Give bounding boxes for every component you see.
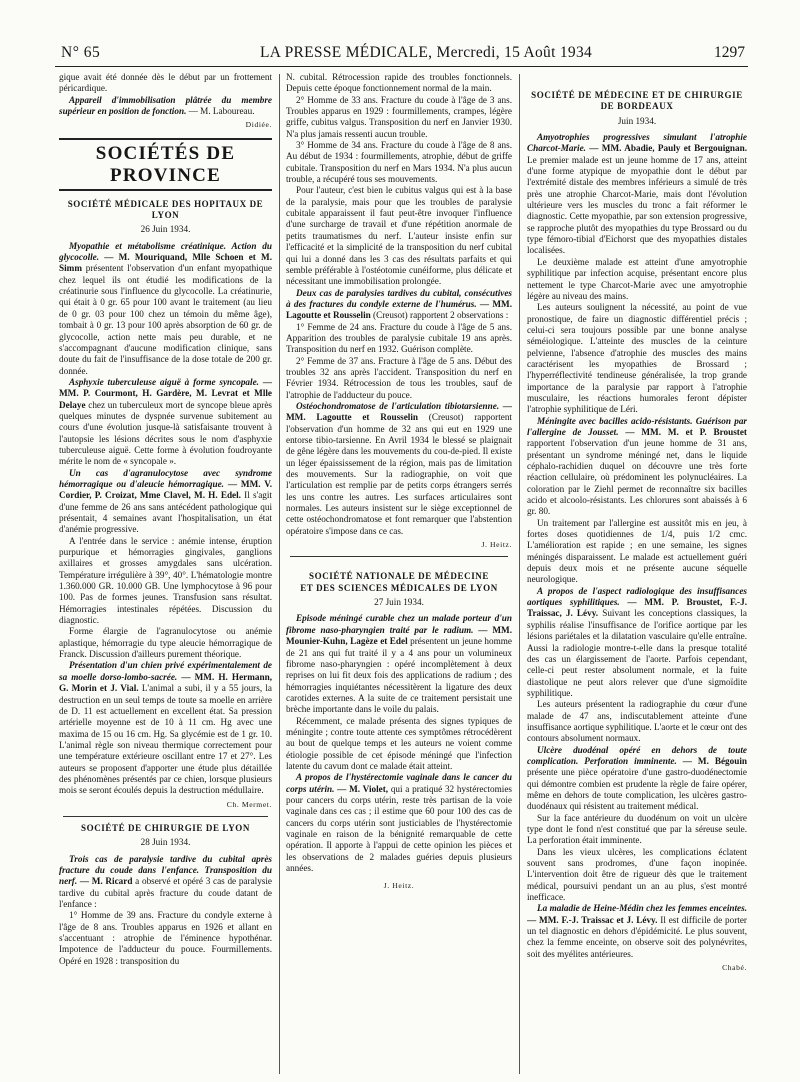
article-text: 1° Femme de 24 ans. Fracture du coude à l'âge de 5 ans. Apparition des troubles de paralysie cubitale 19 ans après. Transposition du nerf en 1932. Guérison complète. — [286, 321, 512, 355]
signature: Chabé. — [722, 963, 747, 973]
article-text: Le deuxième malade est atteint d'une amyotrophie syphilitique par infection acquise, présentant encore plus nettement le type Charcot-Marie avec une amyotrophie légère au niveau des mains. — [527, 256, 747, 301]
page-number: 1297 — [714, 44, 745, 61]
article-authors: — MM. V. Cordier, P. Croizat, Mme Clavel, M. H. Edel. — [59, 478, 272, 501]
article-text: rapportent l'observation d'un jeune homme de 31 ans, présentant un syndrome méningé net, dans le liquide céphalo-rachidien duquel on découvre une très forte réaction cellulaire, où prédominent les polynucléaires. La coloration par le Ziehl permet de reconnaître six bacilles acido et alcoolo-résistants. Les chlorures sont abaissés à 6 gr. 80. — [527, 438, 747, 517]
article-authors: — M. Ricard — [77, 876, 133, 887]
article-entry — [59, 377, 272, 468]
article-entry — [59, 95, 272, 118]
column-separator — [519, 74, 520, 1074]
society-block — [286, 571, 512, 891]
article-title: Episode méningé curable chez un malade porteur d'un fibrome naso-pharyngien traité par le radium. — [286, 613, 512, 635]
article-text: qui a pratiqué 32 hystérectomies pour cancers du corps utérin, reste très partisan de la voie vaginale dans ces cas ; il estime que 60 pour 100 des cas de cancers du corps utérin sont justiciables de l'hystérectomie vaginale en raison de la bénignité remarquable de cette opération. Il apporte à l'appui de cette opinion les pièces et les observations de 2 malades guéries depuis plusieurs années. — [286, 783, 512, 874]
article-title: Trois cas de paralysie tardive du cubital après fracture du coude dans l'enfance. Transposition du nerf. — [59, 853, 272, 887]
society-block — [527, 90, 747, 127]
article-authors: — MM. H. Hermann, G. Morin et J. Vial. — [59, 671, 272, 694]
society-name: DE BORDEAUX — [600, 101, 674, 112]
article-title: A propos de l'hystérectomie vaginale dans le cancer du corps utérin. — [286, 772, 512, 794]
society-name: SOCIÉTÉ MÉDICALE DES HOPITAUX DE LYON — [67, 198, 264, 221]
article-title: La maladie de Heine-Médin chez les femmes enceintes. — [537, 903, 747, 914]
article-authors: — MM. M. et P. Broustet — [618, 426, 747, 437]
article-text: N. cubital. Rétrocession rapide des troubles fonctionnels. Depuis cette époque fonctionnement normal de la main. — [286, 72, 512, 94]
article-title: Méningite avec bacilles acido-résistants. Guérison par l'allergine de Jousset. — [527, 415, 747, 437]
article-text: Forme élargie de l'agranulocytose ou anémie aplastique, hémorragie du type aleucie hémorragique de Franck. Discussion d'ailleurs purement théorique. — [59, 626, 272, 660]
article-entry — [286, 401, 512, 537]
article-text: A l'entrée dans le service : anémie intense, éruption purpurique et hémorragies gingivales, ganglions axillaires et grosses amygdales sans ulcération. Température irrégulière à 39°, 40°. L'hématologie montre 1.360.000 GR. 10.000 GB. Une lymphocytose à 96 pour 100. Pas de formes jeunes. Transfusion sans résultat. Hémorragies intestinales répétées. Discussion du diagnostic. — [59, 535, 272, 626]
article-text: 2° Femme de 37 ans. Fracture à l'âge de 5 ans. Début des troubles 32 ans après l'accident. Transposition du nerf en Février 1934. Rétrocession de tous les troubles, sauf de l'atrophie de l'adducteur du pouce. — [286, 355, 512, 400]
session-date: 28 Juin 1934. — [140, 837, 191, 848]
article-text: 3° Homme de 34 ans. Fracture du coude à l'âge de 8 ans. Au début de 1934 : fourmillements, atrophie, début de griffe cubitale. Transposition du nerf en Mars 1934. N'a plus aucun trouble, a récupéré tous ses mouvements. — [286, 140, 512, 185]
article-entry — [527, 586, 747, 699]
article-entry — [59, 241, 272, 377]
signature: Ch. Mermet. — [226, 799, 272, 809]
article-text: présente une pièce opératoire d'une gastro-duodénectomie qui démontre combien est prudente la règle de faire opérer, même en dehors de toute complication, les ulcères gastro-duodénaux qui résistent au traitement médical. — [527, 767, 747, 812]
article-entry — [527, 416, 747, 518]
article-text: présentent l'observation d'un enfant myopathique chez lequel ils ont étudié les modifications de la créatinurie sous l'influence du glycocolle. La créatinurie, qui était à 0 gr. 65 pour 100 avant le traitement (au lieu de 0 gr. 03 pour 100 chez un témoin du même âge), tombait à 0 gr. 13 pour 100 après absorption de 60 gr. de glycocolle, action nette mais peu durable, et ne s'accompagnant d'aucune modification clinique, sans doute du fait de l'insuffisance de la dose totale de 200 gr. donnée. — [59, 263, 272, 376]
article-authors: — M. Mouriquand, Mlle Schoen et M. Simm — [59, 252, 272, 274]
article-text: Le premier malade est un jeune homme de 17 ans, atteint d'une forme atypique de myopathie dont le début par l'extrémité distale des membres inférieurs a simulé de très près une atrophie Charcot-Marie, mais dont l'évolution ultérieure vers les muscles du tronc a fait réformer le diagnostic. Cette myopathie, par son extension progressive, se rapproche plutôt des myopathies du type Brossard ou du type fémoro-tibial d'Eichorst que des myopathies distales localisées. — [527, 154, 747, 256]
article-text: gique avait été donnée dès le début par un frottement péricardique. — [59, 72, 272, 94]
session-date: 27 Juin 1934. — [374, 597, 424, 608]
article-text: Pour l'auteur, c'est bien le cubitus valgus qui est à la base de la paralysie, mais pour que les troubles de paralysie cubitale apparaissent il faut peut-être invoquer l'influence d'une surcharge de travail et d'une répétition anormale de petits traumatismes du nerf. L'auteur insiste enfin sur l'efficacité et la simplicité de la transposition du nerf cubital qui lui a donné dans les 3 cas des résultats parfaits et qui semble préférable à l'ostéotomie cunéiforme, plus délicate et nécessitant une immobilisation prolongée. — [286, 185, 512, 287]
article-text: 1° Homme de 39 ans. Fracture du condyle externe à l'âge de 8 ans. Troubles apparus en 1926 et allant en s'accentuant : atrophie de l'éminence hypothénar. Impotence de l'adducteur du pouce. Fourmillements. Opéré en 1928 : transposition du — [59, 910, 272, 966]
article-authors: — M. Violet, — [334, 783, 389, 794]
article-entry — [527, 745, 747, 813]
article-authors: — MM. Lagoutte et Rousselin — [286, 298, 512, 321]
column-2 — [286, 72, 512, 1072]
article-authors: — MM. Mounier-Kuhn, Lagèze et Edel — [286, 624, 512, 647]
section-rule — [63, 816, 268, 817]
article-title: A propos de l'aspect radiologique des insuffisances aortiques syphilitiques. — [527, 585, 747, 608]
article-entry — [286, 613, 512, 715]
article-entry — [286, 288, 512, 322]
column-3 — [527, 72, 747, 1072]
article-title: Un cas d'agranulocytose avec syndrome hémorragique ou d'aleucie hémorragique. — [59, 467, 272, 489]
article-text: chez un tuberculeux mort de syncope bleue après quelques minutes de dyspnée survenue subitement au cours d'une évolution jusque-là satisfaisante trouvent à l'autopsie les lésions décrites sous le nom d'asphyxie tuberculeuse aiguë. Cette forme à évolution foudroyante mérite le nom de « syncopale ». — [59, 399, 272, 467]
article-authors: — MM. P. Broustet, F.-J. Traissac, J. Lévy. — [527, 597, 747, 619]
article-title: Deux cas de paralysies tardives du cubital, consécutives à des fractures du condyle externe de l'humérus. — [286, 287, 512, 309]
article-text: (Creusot) rapportent l'observation d'un homme de 32 ans qui eut en 1929 une entorse tibio-tarsienne. En Avril 1934 le blessé se plaignait de gêne légère dans les mouvements du cou-de-pied. Il existe un léger épaississement de la région, mais pas de limitation des mouvements. Sur la radiographie, on voit que l'articulation est remplie par de petits corps étrangers serrés les uns contre les autres. Les surfaces articulaires sont normales. Les auteurs insistent sur le siège exceptionnel de cette ostéochondromatose et font remarquer que l'abstention opératoire s'impose dans ce cas. — [286, 412, 512, 536]
article-text: Dans les vieux ulcères, les complications éclatent souvent sans prodromes, d'une façon inopinée. L'intervention doit être de rigueur dès que le traitement médical, poursuivi pendant un an au plus, s'est montré inefficace. — [527, 846, 747, 903]
header-rule — [55, 66, 748, 67]
article-text: Il s'agit d'une femme de 26 ans sans antécédent pathologique qui présentait, 4 semaines avant l'hospitalisation, un état d'anémie progressive. — [59, 490, 272, 535]
article-title: Amyotrophies progressives simulant l'atrophie Charcot-Marie. — [527, 132, 747, 154]
session-date: 26 Juin 1934. — [140, 224, 191, 235]
society-name: SOCIÉTÉ DE MÉDECINE ET DE CHIRURGIE — [531, 90, 743, 100]
article-text: L'animal a subi, il y a 55 jours, la destruction en un seul temps de toute sa moelle en arrière de D. 11 est actuellement en excellent état. Sa pression artérielle moyenne est de 10 à 11 cm. Hg avec une maxima de 15 ou 16 cm. Hg. Sa glycémie est de 1 gr. 10. L'animal règle son niveau thermique correctement pour une température extérieure oscillant entre 17 et 27°. Les auteurs se proposent d'apporter une étude plus détaillée des phénomènes présentés par ce chien, lorsque plusieurs mois se seront écoulés depuis la destruction médullaire. — [59, 683, 272, 796]
running-header — [55, 44, 745, 66]
article-entry — [59, 660, 272, 796]
section-heading: SOCIÉTÉS DE PROVINCE — [59, 138, 272, 191]
article-text: Récemment, ce malade présenta des signes typiques de méningite ; contre toute attente ces symptômes rétrocédèrent au bout de quelque temps et les auteurs ne voient comme étiologie possible de cet épisode méningé que l'infection latente du cavum dont ce malade était atteint. — [286, 715, 512, 771]
article-title: Présentation d'un chien privé expérimentalement de sa moelle dorso-lombo-sacrée. — [59, 660, 272, 682]
society-block — [59, 823, 272, 967]
article-entry — [527, 132, 747, 257]
article-authors: — M. Laboureau. — [186, 106, 255, 117]
article-text: présentent un jeune homme de 21 ans qui fut traité il y a 4 ans pour un volumineux fibrome naso-pharyngien : opéré incomplètement à deux reprises on lui fit deux fois des applications de radium ; des hémorragies inquiétantes nécessitèrent la ligature des deux carotides externes. A la suite de ce traitement persistait une brèche importante dans le voile du palais. — [286, 636, 512, 715]
journal-title: LA PRESSE MÉDICALE, Mercredi, 15 Août 1934 — [260, 44, 593, 61]
section-rule — [290, 556, 508, 557]
society-name: ET DES SCIENCES MÉDICALES DE LYON — [300, 582, 498, 593]
article-title: Asphyxie tuberculeuse aiguë à forme syncopale. — [69, 376, 259, 387]
signature: Didiée. — [245, 120, 272, 130]
article-entry — [59, 468, 272, 536]
article-text: Suivant les conceptions classiques, la syphilis réalise l'insuffisance de l'orifice aortique par les lésions pariétales et la dilatation vasculaire qu'elle entraîne. Aussi la radiologie montre-t-elle dans la presque totalité des cas un élargissement de l'aorte. Parfois cependant, celle-ci peut rester absolument normale, et la fuite diastolique ne peut alors relever que d'une sigmoïdite syphilitique. — [527, 608, 747, 698]
article-text: Sur la face antérieure du duodénum on voit un ulcère type dont le fond n'est constitué que par la séreuse seule. La perforation était imminente. — [527, 812, 747, 846]
article-authors: — MM. F.-J. Traissac et J. Lévy. — [527, 914, 658, 925]
article-title: Myopathie et métabolisme créatinique. Action du glycocolle. — [59, 240, 272, 263]
article-entry — [59, 854, 272, 911]
society-name: SOCIÉTÉ NATIONALE DE MÉDECINE — [308, 571, 489, 582]
column-separator — [279, 74, 280, 1074]
signature: J. Heitz. — [481, 540, 512, 550]
article-title: Ostéochondromatose de l'articulation tibiotarsienne. — [296, 400, 500, 411]
article-title: Ulcère duodénal opéré en dehors de toute complication. Perforation imminente. — [527, 744, 747, 766]
session-date: Juin 1934. — [617, 115, 657, 126]
article-authors: — MM. Lagoutte et Rousselin — [286, 400, 512, 423]
column-1 — [59, 72, 272, 1072]
article-entry — [286, 772, 512, 874]
article-authors: — MM. Abadie, Pauly et Bergouignan. — [585, 143, 747, 154]
article-text: 2° Homme de 33 ans. Fracture du coude à l'âge de 3 ans. Troubles apparus en 1929 : fourmillements, crampes, légère griffe, cubitus valgus. Transposition du nerf en Janvier 1930. N'a plus jamais ressenti aucun trouble. — [286, 94, 512, 139]
society-name: SOCIÉTÉ DE CHIRURGIE DE LYON — [80, 822, 250, 833]
article-title: Appareil d'immobilisation plâtrée du membre supérieur en position de fonction. — [59, 94, 272, 117]
article-text: Les auteurs présentent la radiographie du cœur d'une malade de 47 ans, indiscutablement atteinte d'une insuffisance aortique syphilitique. L'aorte et le cœur ont des contours absolument normaux. — [527, 699, 747, 744]
article-text: a observé et opéré 3 cas de paralysie tardive du cubital après fracture du coude datant de l'enfance : — [59, 876, 272, 909]
article-entry — [527, 903, 747, 960]
article-text: (Creusot) rapportent 2 observations : — [370, 310, 509, 321]
article-authors: — M. Bégouin — [676, 755, 747, 766]
signature: J. Heitz. — [383, 881, 415, 891]
article-authors: — MM. P. Courmont, H. Gardère, M. Levrat et Mlle Delaye — [59, 376, 272, 410]
issue-number: N° 65 — [61, 44, 101, 61]
article-text: Il est difficile de porter un tel diagnostic en dehors d'épidémicité. Le plus souvent, chez la femme enceinte, on observe soit des polynévrites, soit des myélites antérieures. — [527, 914, 747, 959]
article-text: Les auteurs soulignent la nécessité, au point de vue pronostique, de faire un diagnostic différentiel précis ; celui-ci sera toujours possible par une bonne analyse séméiologique. L'atteinte des muscles de la ceinture pelvienne, l'absence d'atrophie des muscles des mains caractérisent les myopathies de Brossard ; l'hyperréflectivité tendineuse généralisée, la trop grande importance de la paralysie par rapport à l'atrophie musculaire, les réactions humorales feront dépister l'atrophie syphilitique de Léri. — [527, 302, 747, 415]
article-text: Un traitement par l'allergine est aussitôt mis en jeu, à fortes doses quotidiennes de 1/4, puis 1/2 cmc. L'amélioration est rapide ; en une semaine, les signes méningés disparaissent. Le malade est actuellement guéri depuis deux mois et ne présente aucune séquelle neurologique. — [527, 517, 747, 585]
